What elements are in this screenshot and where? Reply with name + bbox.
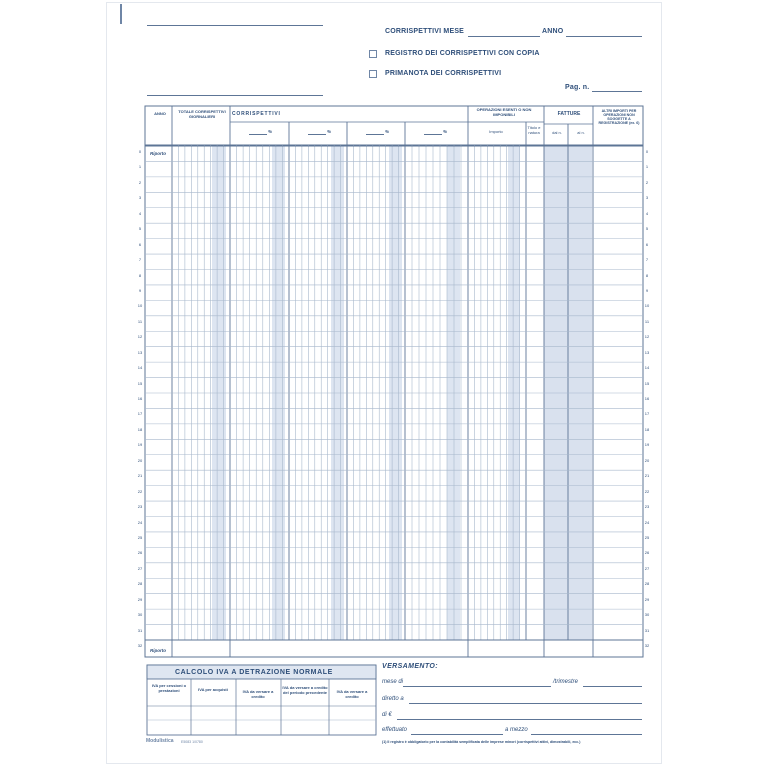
versamento-footnote: (1) Il registro è obbligatorio per la contabilità semplificata delle imprese minori (corrispettivi attivi, dimostrabili, ecc.) [382,740,581,744]
percent-label-1: % [268,129,273,134]
row-number-right: 21 [644,473,650,479]
shaded-column-3 [331,145,344,640]
row-number-left: 30 [137,612,143,618]
row-number-right: 11 [644,318,650,324]
option-primanota-label: PRIMANOTA DEI CORRISPETTIVI [385,70,502,77]
row-number-left: 1 [138,164,142,170]
row-number-left: 6 [138,241,142,247]
percent-label-4: % [443,129,448,134]
row-number-left: 12 [137,334,143,340]
versamento-effettuato-line[interactable] [411,734,503,735]
row-number-left: 32 [137,643,143,648]
row-number-left: 3 [138,195,142,201]
row-number-left: 9 [138,287,142,293]
row-number-right: 2 [645,179,649,185]
row-number-left: 14 [137,365,143,371]
percent-fill-3[interactable] [366,134,384,135]
corrispettivi-mese-label: CORRISPETTIVI MESE [385,28,465,35]
row-number-right: 30 [644,612,650,618]
row-number-right: 22 [644,488,650,494]
riporto-top-label: Riporto [150,151,166,156]
calcolo-col-1 [148,684,190,693]
row-number-right: 13 [644,349,650,355]
row-number-right: 9 [645,287,649,293]
row-number-right: 12 [644,334,650,340]
calcolo-iva-title: CALCOLO IVA A DETRAZIONE NORMALE [175,669,333,676]
row-number-right: 32 [644,643,650,648]
row-number-left: 19 [137,442,143,448]
versamento-trimestre-label: /trimestre [553,679,579,685]
shaded-column-2 [272,145,285,640]
row-number-left: 4 [138,210,142,216]
sub-importo-header: Importo [489,129,503,134]
row-number-right: 17 [644,411,650,417]
shaded-column-5 [447,145,460,640]
versamento-effettuato-label: effettuato [382,727,408,733]
row-number-left: 29 [137,596,143,602]
row-number-left: 24 [137,519,143,525]
sub-titolo-text: Titolo e natura [527,125,541,135]
row-number-right: 8 [645,272,649,278]
col-fatture-header: FATTURE [557,111,581,117]
calcolo-col-4 [282,686,328,695]
percent-fill-1[interactable] [249,134,267,135]
percent-fill-4[interactable] [424,134,442,135]
row-number-left: 7 [138,257,142,263]
row-number-right: 26 [644,550,650,556]
row-number-right: 0 [645,149,649,154]
row-number-left: 8 [138,272,142,278]
row-number-right: 6 [645,241,649,247]
col-altri-text: ALTRI IMPORTI PER OPERAZIONI NON SOGGETTE A REGISTRAZIONE (ex. 6) [598,109,640,125]
row-number-left: 0 [138,149,142,154]
versamento-mezzo-label: a mezzo [505,727,528,733]
shaded-column-6 [508,145,520,640]
row-number-right: 19 [644,442,650,448]
sub-dal-header: dal n. [552,130,562,135]
versamento-mese-label: mese di [382,679,404,685]
row-number-right: 15 [644,380,650,386]
row-number-left: 17 [137,411,143,417]
row-number-left: 21 [137,473,143,479]
versamento-mese-line[interactable] [403,686,551,687]
percent-fill-2[interactable] [308,134,326,135]
row-number-right: 16 [644,396,650,401]
sub-titolo-header [527,126,541,135]
versamento-euro-line[interactable] [397,719,642,720]
versamento-euro-label: di € [382,712,392,718]
row-number-left: 25 [137,534,143,540]
row-number-right: 27 [644,565,650,571]
calcolo-col-5 [330,690,374,699]
row-number-left: 28 [137,581,143,587]
calcolo-col-1-text: IVA per cessioni o prestazioni [151,683,187,693]
row-number-left: 5 [138,226,142,232]
row-number-right: 20 [644,457,650,463]
col-corrispettivi-header: CORRISPETTIVI [232,111,281,117]
row-number-left: 10 [137,303,143,309]
versamento-mezzo-line[interactable] [531,734,642,735]
calcolo-col-2-text: IVA per acquisti [198,687,228,692]
row-number-right: 4 [645,210,649,216]
percent-label-3: % [385,129,390,134]
versamento-diretto-line[interactable] [409,703,642,704]
row-number-left: 11 [137,318,143,324]
form-code: E5083 1/0780 [181,740,203,744]
row-number-left: 26 [137,550,143,556]
col-altri-header [595,109,643,125]
row-number-right: 24 [644,519,650,525]
row-number-right: 10 [644,303,650,309]
percent-label-2: % [327,129,332,134]
row-number-left: 16 [137,396,143,401]
anno-label: ANNO [542,28,564,35]
col-operazioni-text: OPERAZIONI ESENTI O NON IMPONIBILI [476,107,532,117]
col-totale-text: TOTALE CORRISPETTIVI GIORNALIERI [178,109,226,119]
shaded-column-1 [212,145,226,640]
versamento-diretto-label: diretto a [382,696,404,702]
brand-logo: Modulistica [146,738,174,744]
row-number-right: 3 [645,195,649,201]
calcolo-col-3 [236,690,280,699]
row-number-left: 22 [137,488,143,494]
calcolo-col-4-text: IVA da versare a credito del periodo precedente [282,685,328,695]
row-number-right: 7 [645,257,649,263]
row-number-left: 20 [137,457,143,463]
col-operazioni-header [468,108,540,117]
shaded-column-4 [389,145,402,640]
row-number-left: 27 [137,565,143,571]
versamento-trimestre-line[interactable] [583,686,642,687]
versamento-title: VERSAMENTO: [382,663,438,670]
col-anno-header: ANNO [154,111,166,116]
calcolo-col-3-text: IVA da versare a credito [242,689,274,699]
row-number-right: 23 [644,504,650,510]
row-number-right: 5 [645,226,649,232]
row-number-right: 29 [644,596,650,602]
row-number-right: 14 [644,365,650,371]
calcolo-col-5-text: IVA da versare a credito [336,689,368,699]
row-number-right: 31 [644,627,650,633]
sub-al-header: al n. [577,130,585,135]
row-number-left: 18 [137,426,143,432]
row-number-left: 15 [137,380,143,386]
option-registro-label: REGISTRO DEI CORRISPETTIVI CON COPIA [385,50,540,57]
row-number-left: 23 [137,504,143,510]
row-number-right: 25 [644,534,650,540]
calcolo-col-2 [192,688,234,693]
row-number-left: 2 [138,179,142,185]
row-number-right: 28 [644,581,650,587]
page-number-label: Pag. n. [565,84,590,91]
row-number-left: 31 [137,627,143,633]
col-totale-header [176,110,228,119]
riporto-bottom-label: Riporto [150,648,166,653]
row-number-right: 18 [644,426,650,432]
row-number-left: 13 [137,349,143,355]
row-number-right: 1 [645,164,649,170]
